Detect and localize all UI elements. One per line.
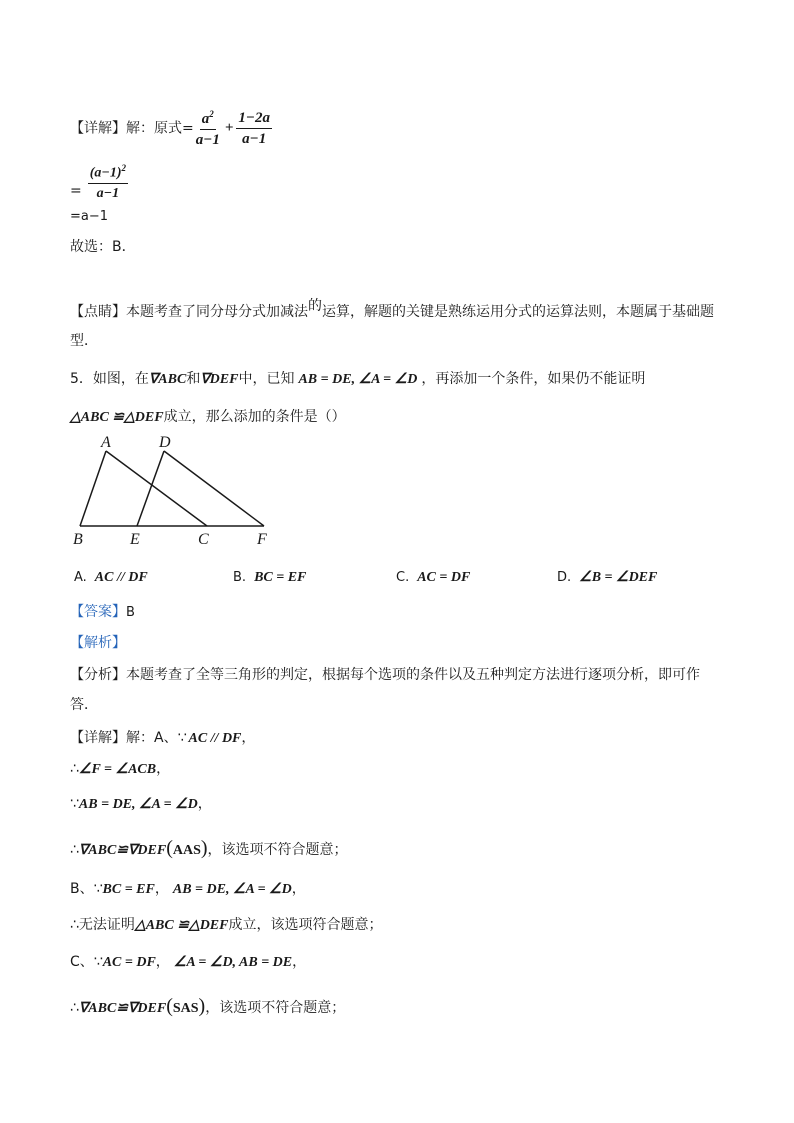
step2-line: =a−1 — [70, 209, 109, 224]
question-line-1: 5．如图，在∇ABC和∇DEF中，已知 AB = DE, ∠A = ∠D ，再添加一个条件，如果仍不能证明 — [70, 371, 646, 387]
label-f: F — [257, 531, 267, 548]
label-a: A — [101, 434, 111, 451]
step1-fraction: $\frac{(a-1)^2}{a-1}$ — [89, 163, 127, 201]
segment-ed — [137, 451, 164, 526]
label-b: B — [73, 531, 83, 548]
answer-value: B — [126, 605, 135, 620]
answer-line — [70, 605, 135, 619]
choose-line: 故选：B． — [70, 239, 136, 255]
option-a[interactable]: A. AC // DF — [74, 570, 148, 585]
comment-line: 【点睛】本题考查了同分母分式加减法的运算，解题的关键是熟练运用分式的运算法则，本题属于基础题 — [70, 298, 714, 320]
label-c: C — [198, 531, 209, 548]
solution-line-8: ∴∇ABC≌∇DEF(SAS)，该选项不符合题意； — [70, 995, 346, 1017]
solution-b: B、∵BC = EF， AB = DE, ∠A = ∠D， — [70, 881, 306, 897]
segment-ab — [80, 451, 106, 526]
solution-line-3: ∵AB = DE, ∠A = ∠D， — [70, 796, 212, 812]
solution-line-2: ∴∠F = ∠ACB， — [70, 761, 171, 777]
detail-label: 【详解】解：原式= — [70, 120, 194, 137]
triangle-figure — [66, 430, 286, 550]
analysis-line-1: 【分析】本题考查了全等三角形的判定，根据每个选项的条件以及五种判定方法进行逐项分析，即可作 — [70, 667, 700, 683]
analysis-line-2: 答． — [70, 697, 98, 713]
solution-line-6: ∴无法证明△ABC ≌△DEF成立，该选项符合题意； — [70, 917, 383, 933]
fraction-expression: $\frac{a^2}{a-1}$ + $\frac{1-2a}{a-1}$ — [195, 109, 270, 148]
solution-a: 【详解】解：A、∵ AC // DF， — [70, 730, 256, 746]
segment-ac — [106, 451, 207, 526]
analysis-label: 【解析】 — [70, 635, 126, 651]
solution-c: C、∵AC = DF， ∠A = ∠D, AB = DE， — [70, 954, 307, 970]
expression-line — [70, 110, 272, 148]
answer-label: 【答案】 — [70, 604, 126, 620]
solution-line-4: ∴∇ABC≌∇DEF(AAS)，该选项不符合题意； — [70, 837, 348, 859]
segment-df — [164, 451, 264, 526]
label-d: D — [159, 434, 171, 451]
option-d[interactable]: D. ∠B = ∠DEF — [557, 570, 658, 585]
comment-line-2: 型． — [70, 333, 98, 349]
step1-line: = $\frac{(a-1)^2}{a-1}$ — [70, 163, 127, 201]
label-e: E — [130, 531, 140, 548]
option-c[interactable]: C. AC = DF — [396, 570, 471, 585]
question-line-2: △ABC ≌△DEF成立，那么添加的条件是（） — [70, 409, 346, 425]
option-b[interactable]: B. BC = EF — [233, 570, 307, 585]
fraction-2: $\frac{1-2a}{a-1}$ — [238, 110, 270, 147]
fraction-1: $\frac{a^2}{a-1}$ — [195, 109, 220, 148]
